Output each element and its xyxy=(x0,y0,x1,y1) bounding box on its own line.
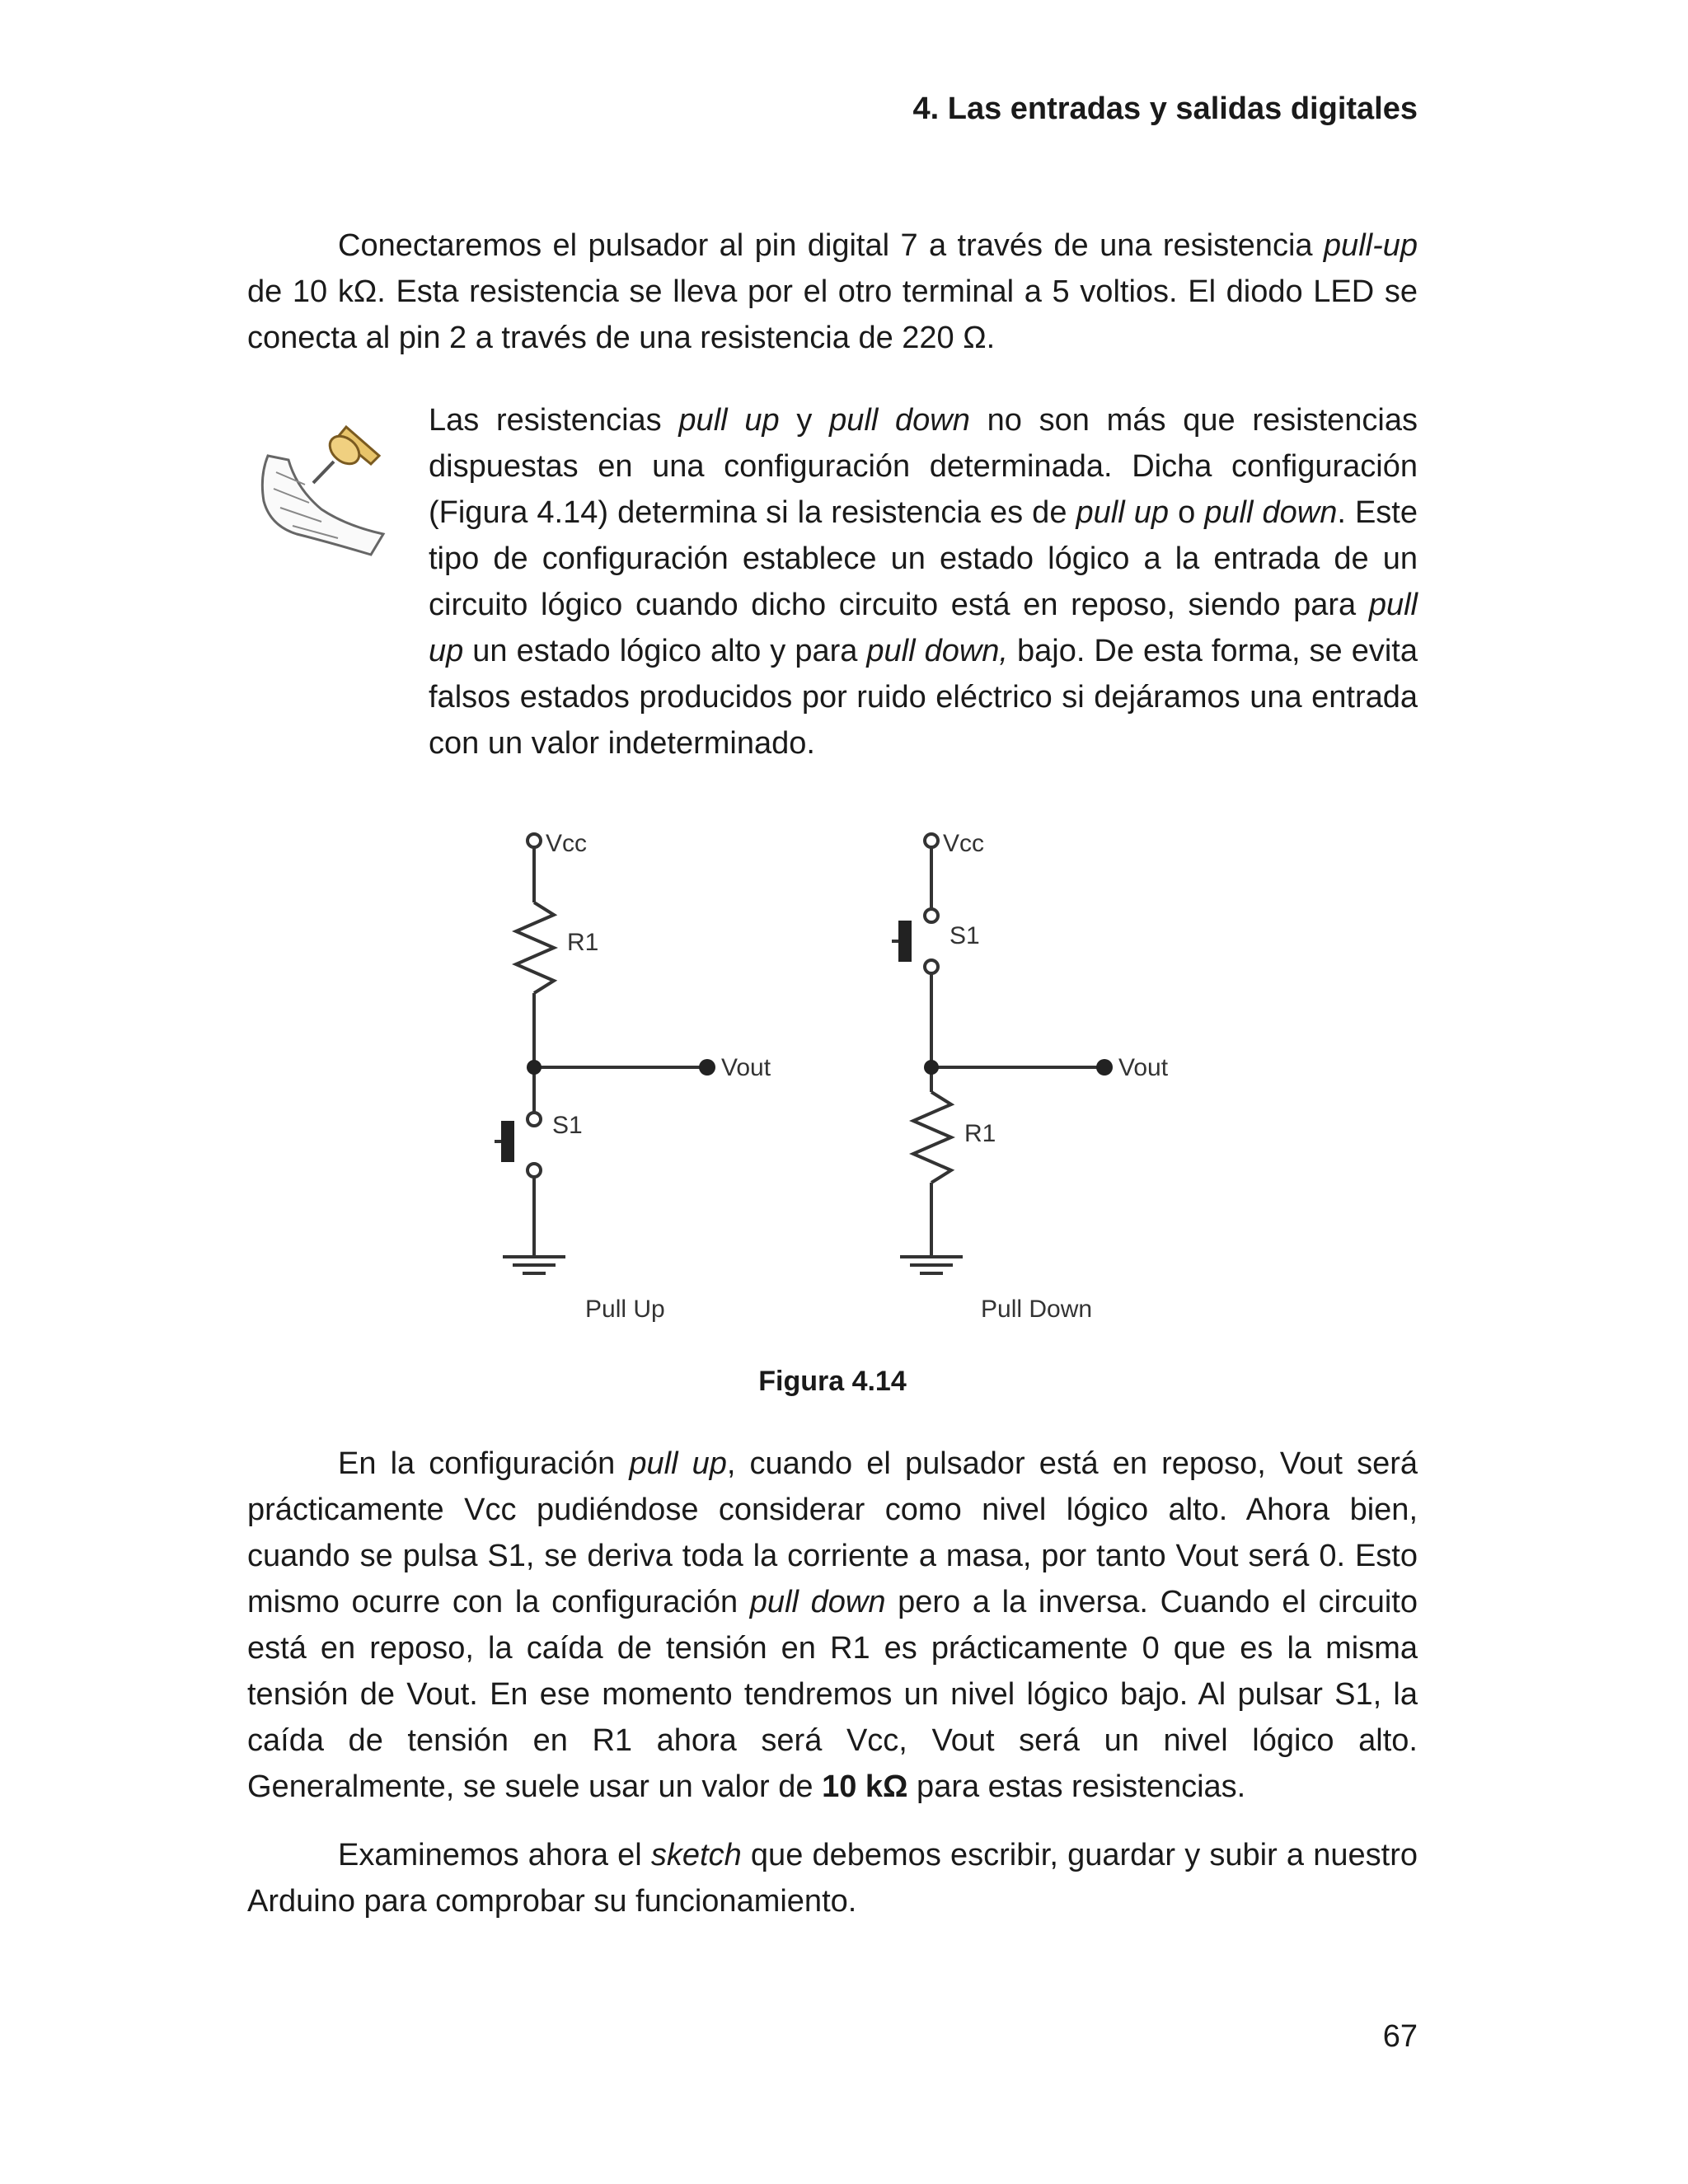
pull-up-vout-label: Vout xyxy=(721,1054,771,1081)
note-paragraph: Las resistencias pull up y pull down no son más que resistencias dispuestas en una configuración determinada. Dicha configuración (Figura 4.14) determina si la resistencia es de pull up o pull down. Este tipo de configuración establece un estado lógico a la entrada de un circuito lógico cuando dicho circuito está en reposo, siendo para pull up un estado lógico alto y para pull down, bajo. De esta forma, se evita falsos estados producidos por ruido eléctrico si dejáramos una entrada con un valor indeterminado. xyxy=(429,403,1418,761)
pull-up-r1-label: R1 xyxy=(567,929,599,956)
paragraph-sketch: Examinemos ahora el sketch que debemos escribir, guardar y subir a nuestro Arduino para comprobar su funcionamiento. xyxy=(247,1838,1418,1919)
paragraph-explanation: En la configuración pull up, cuando el pulsador está en reposo, Vout será prácticamente Vcc pudiéndose considerar como nivel lógico alto. Ahora bien, cuando se pulsa S1, se deriva toda la corriente a masa, por tanto Vout será 0. Esto mismo ocurre con la configuración pull down pero a la inversa. Cuando el circuito está en reposo, la caída de tensión en R1 es prácticamente 0 que es la misma tensión de Vout. En ese momento tendremos un nivel lógico bajo. Al pulsar S1, la caída de tensión en R1 ahora será Vcc, Vout será un nivel lógico alto. Generalmente, se suele usar un valor de 10 kΩ para estas resistencias. xyxy=(247,1446,1418,1804)
paragraph-intro: Conectaremos el pulsador al pin digital 7 a través de una resistencia pull-up de 10 kΩ. Esta resistencia se lleva por el otro terminal a 5 voltios. El diodo LED se conecta al pin 2 a través de una resistencia de 220 Ω. xyxy=(247,228,1418,355)
pull-up-title: Pull Up xyxy=(585,1296,665,1323)
pull-up-vcc-label: Vcc xyxy=(546,830,588,857)
pull-down-vcc-label: Vcc xyxy=(943,830,985,857)
pull-down-s1-label: S1 xyxy=(950,922,980,949)
page-number: 67 xyxy=(1382,2019,1418,2054)
pull-up-circuit xyxy=(503,834,701,1273)
running-header: 4. Las entradas y salidas digitales xyxy=(912,91,1418,126)
pull-down-title: Pull Down xyxy=(981,1296,1093,1323)
note-pin-icon xyxy=(247,410,396,559)
pull-down-r1-label: R1 xyxy=(964,1120,996,1147)
pull-down-vout-label: Vout xyxy=(1118,1054,1169,1081)
pull-up-s1-label: S1 xyxy=(552,1112,583,1139)
pullup-pulldown-diagram xyxy=(462,804,1203,1347)
figure-caption: Figura 4.14 xyxy=(758,1366,907,1397)
pull-down-circuit xyxy=(900,834,1098,1273)
